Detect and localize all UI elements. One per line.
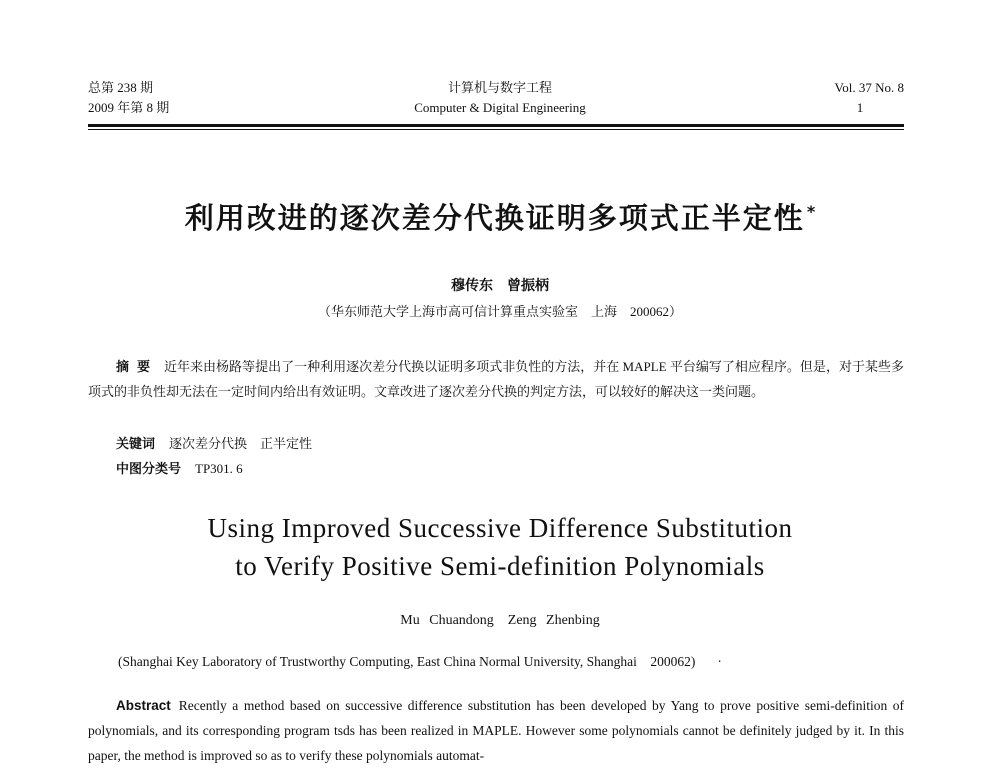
english-title bbox=[0, 509, 1000, 585]
english-abstract-text: Recently a method based on successive difference substitution has been developed by Yang to prove positive semi-definition of polynomials, and its corresponding program tsds has been realized in MAPLE. However some polynomials cannot be definitely judged by it. In this paper, the method is improved so as to verify these polynomials automat- bbox=[88, 698, 904, 763]
title-footnote-mark: * bbox=[806, 202, 818, 221]
chinese-authors: 穆传东 曾振柄 bbox=[451, 278, 549, 294]
chinese-abstract-text: 近年来由杨路等提出了一种利用逐次差分代换以证明多项式非负性的方法，并在 MAPLE 平台编写了相应程序。但是，对于某些多项式的非负性却无法在一定时间内给出有效证明。文章改进了逐次差分代换的判定方法，可以较好的解决这一类问题。 bbox=[88, 359, 904, 399]
journal-name-cn: 计算机与数字工程 bbox=[447, 80, 552, 95]
chinese-title bbox=[0, 196, 1000, 240]
header-rule-thick bbox=[88, 124, 904, 127]
english-affiliation-text: (Shanghai Key Laboratory of Trustworthy Computing, East China Normal University, Shanghai 200062) bbox=[118, 654, 696, 669]
journal-name-en: Computer & Digital Engineering bbox=[414, 100, 586, 115]
volume-info bbox=[700, 78, 904, 118]
chinese-keywords-label: 关键词 bbox=[116, 437, 156, 452]
classification-code: TP301. 6 bbox=[195, 461, 243, 476]
english-title-line-2: to Verify Positive Semi-definition Polynomials bbox=[235, 551, 765, 581]
journal-name bbox=[300, 78, 700, 118]
chinese-title-text: 利用改进的逐次差分代换证明多项式正半定性 bbox=[184, 201, 805, 235]
english-affiliation bbox=[118, 652, 898, 672]
chinese-abstract-label: 摘要 bbox=[116, 360, 159, 375]
chinese-keywords-value: 逐次差分代换 正半定性 bbox=[169, 436, 313, 451]
english-authors: Mu Chuandong Zeng Zhenbing bbox=[400, 613, 600, 628]
year-issue-number: 2009 年第 8 期 bbox=[88, 100, 170, 115]
page-number: 1 bbox=[856, 100, 864, 115]
affiliation-mark: · bbox=[717, 654, 722, 669]
volume-number: Vol. 37 No. 8 bbox=[834, 80, 904, 95]
chinese-affiliation: （华东师范大学上海市高可信计算重点实验室 上海 200062） bbox=[317, 304, 682, 319]
english-abstract-label: Abstract bbox=[116, 698, 171, 713]
total-issue-number: 总第 238 期 bbox=[88, 80, 154, 95]
english-abstract bbox=[88, 693, 904, 768]
english-title-line-1: Using Improved Successive Difference Substitution bbox=[207, 513, 793, 543]
issue-info bbox=[88, 78, 169, 118]
header-rule-thin bbox=[88, 129, 904, 130]
chinese-abstract bbox=[88, 355, 904, 404]
classification-number bbox=[116, 459, 243, 480]
chinese-keywords bbox=[116, 434, 312, 455]
classification-label: 中图分类号 bbox=[116, 462, 182, 477]
